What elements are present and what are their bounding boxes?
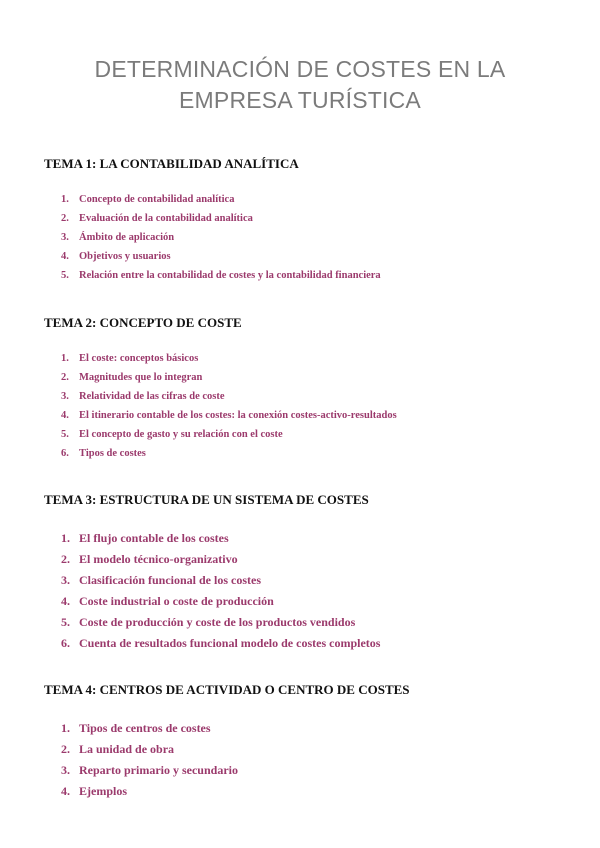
- item-number: 3.: [61, 391, 69, 402]
- item-number: 1.: [61, 531, 70, 545]
- tema-4-section: [44, 682, 564, 802]
- item-number: 6.: [61, 448, 69, 459]
- item-number: 3.: [61, 763, 70, 777]
- tema-3-list: [44, 528, 564, 654]
- item-number: 2.: [61, 552, 70, 566]
- list-item: [44, 444, 564, 463]
- item-number: 5.: [61, 429, 69, 440]
- item-text: El concepto de gasto y su relación con el coste: [79, 429, 283, 440]
- list-item: [44, 209, 564, 228]
- list-item: [44, 739, 564, 760]
- tema-1-section: [44, 156, 564, 285]
- item-text: Reparto primario y secundario: [79, 763, 238, 777]
- item-text: Ámbito de aplicación: [79, 232, 175, 243]
- item-number: 2.: [61, 742, 70, 756]
- item-number: 5.: [61, 270, 69, 281]
- item-text: El coste: conceptos básicos: [79, 353, 199, 364]
- list-item: [44, 633, 564, 654]
- item-number: 3.: [61, 232, 69, 243]
- item-number: 2.: [61, 372, 69, 383]
- list-item: [44, 591, 564, 612]
- item-number: 4.: [61, 784, 70, 798]
- title-line-2: EMPRESA TURÍSTICA: [179, 87, 421, 113]
- list-item: [44, 190, 564, 209]
- tema-1-list: [44, 190, 564, 285]
- list-item: [44, 266, 564, 285]
- list-item: [44, 718, 564, 739]
- tema-4-heading: TEMA 4: CENTROS DE ACTIVIDAD O CENTRO DE COSTES: [44, 682, 410, 697]
- item-text: Tipos de centros de costes: [79, 721, 211, 735]
- item-number: 1.: [61, 721, 70, 735]
- list-item: [44, 760, 564, 781]
- item-text: Relación entre la contabilidad de costes y la contabilidad financiera: [79, 270, 381, 281]
- tema-4-list: [44, 718, 564, 802]
- document-title: [0, 54, 600, 116]
- tema-3-heading: TEMA 3: ESTRUCTURA DE UN SISTEMA DE COSTES: [44, 492, 369, 507]
- item-text: Evaluación de la contabilidad analítica: [79, 213, 253, 224]
- item-number: 4.: [61, 251, 69, 262]
- list-item: [44, 406, 564, 425]
- item-number: 1.: [61, 194, 69, 205]
- item-text: La unidad de obra: [79, 742, 175, 756]
- list-item: [44, 349, 564, 368]
- item-text: Magnitudes que lo integran: [79, 372, 203, 383]
- item-text: El itinerario contable de los costes: la conexión costes-activo-resultados: [79, 410, 397, 421]
- item-number: 4.: [61, 594, 70, 608]
- item-number: 3.: [61, 573, 70, 587]
- item-text: El flujo contable de los costes: [79, 531, 229, 545]
- list-item: [44, 247, 564, 266]
- item-text: Clasificación funcional de los costes: [79, 573, 261, 587]
- item-text: Ejemplos: [79, 784, 127, 798]
- item-text: Tipos de costes: [79, 448, 146, 459]
- list-item: [44, 228, 564, 247]
- item-text: El modelo técnico-organizativo: [79, 552, 238, 566]
- tema-2-heading: TEMA 2: CONCEPTO DE COSTE: [44, 315, 242, 330]
- item-text: Objetivos y usuarios: [79, 251, 171, 262]
- item-number: 5.: [61, 615, 70, 629]
- item-number: 2.: [61, 213, 69, 224]
- tema-2-list: [44, 349, 564, 463]
- item-text: Concepto de contabilidad analítica: [79, 194, 235, 205]
- list-item: [44, 612, 564, 633]
- item-text: Coste de producción y coste de los productos vendidos: [79, 615, 356, 629]
- list-item: [44, 368, 564, 387]
- list-item: [44, 528, 564, 549]
- tema-1-heading: TEMA 1: LA CONTABILIDAD ANALÍTICA: [44, 156, 299, 171]
- tema-3-section: [44, 492, 564, 654]
- list-item: [44, 425, 564, 444]
- item-text: Coste industrial o coste de producción: [79, 594, 274, 608]
- item-number: 6.: [61, 636, 70, 650]
- list-item: [44, 781, 564, 802]
- list-item: [44, 387, 564, 406]
- list-item: [44, 549, 564, 570]
- list-item: [44, 570, 564, 591]
- title-line-1: DETERMINACIÓN DE COSTES EN LA: [94, 56, 506, 82]
- item-number: 4.: [61, 410, 69, 421]
- item-text: Relatividad de las cifras de coste: [79, 391, 225, 402]
- item-number: 1.: [61, 353, 69, 364]
- tema-2-section: [44, 315, 564, 463]
- item-text: Cuenta de resultados funcional modelo de costes completos: [79, 636, 381, 650]
